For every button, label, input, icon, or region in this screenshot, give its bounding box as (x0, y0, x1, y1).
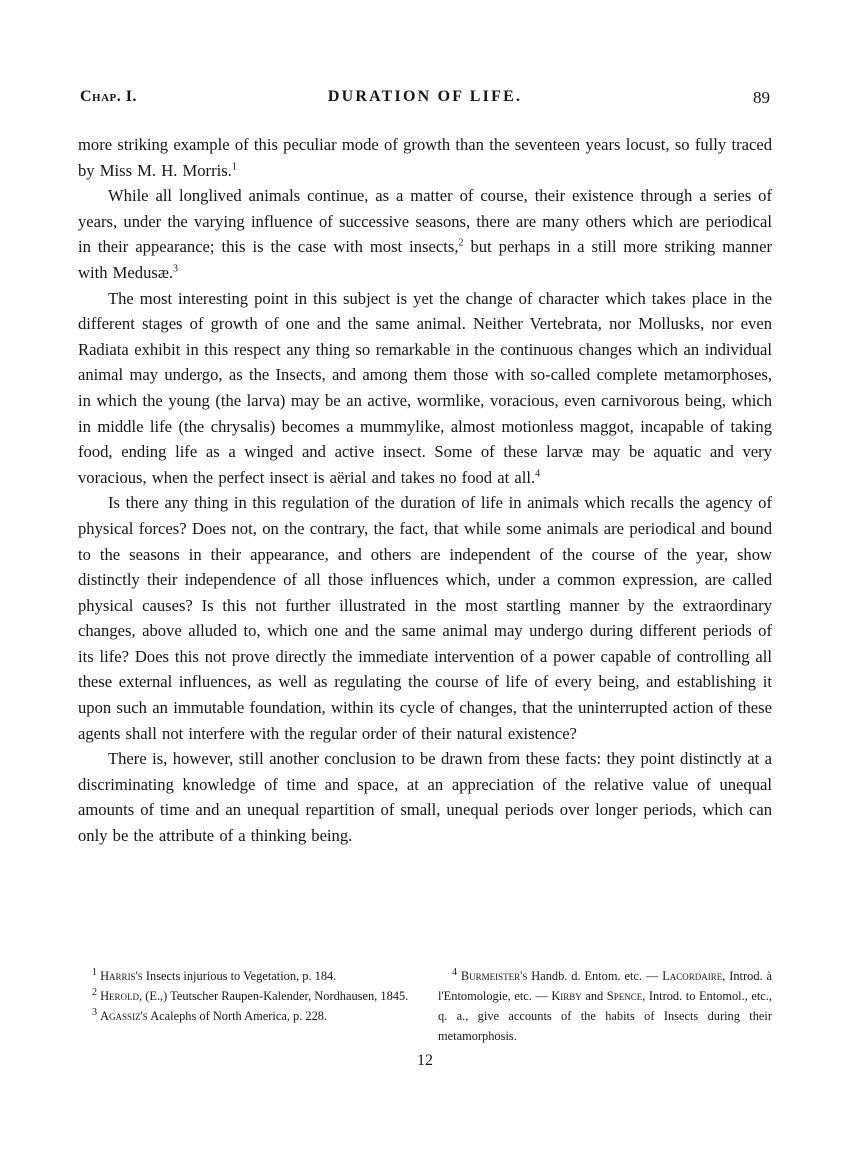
signature-mark: 12 (417, 1052, 433, 1069)
footnote-marker: 4 (452, 966, 457, 978)
chapter-label: Chap. I. (80, 88, 138, 105)
footnote-marker: 3 (92, 1006, 97, 1018)
author-name: Herold, (100, 989, 143, 1003)
author-name: Kirby (551, 989, 582, 1003)
footnote-marker: 1 (92, 966, 97, 978)
running-title: DURATION OF LIFE. (327, 88, 523, 105)
paragraph: There is, however, still another conclusion to be drawn from these facts: they point distinctly at a discriminating knowledge of time and space, at an appreciation of the relative value of unequal amounts of time and an unequal repartition of small, unequal periods over longer periods, which can only be the attribute of a thinking being. (78, 749, 772, 846)
footnote-marker: 4 (535, 468, 541, 480)
footnotes-right-column (438, 966, 772, 1046)
author-name: Spence, (606, 989, 646, 1003)
footnote-2: $^2$ Herold, (E.,) Teutscher Raupen-Kalender, Nordhausen, 1845. (92, 986, 409, 1003)
running-head (78, 88, 772, 112)
author-name: Lacordaire, (662, 969, 726, 983)
paragraph: Is there any thing in this regulation of the duration of life in animals which recalls the agency of physical forces? Does not, on the contrary, the fact, that while some animals are periodical and bound to the seasons in their appearance, and others are independent of the course of the year, show distinctly their independence of all those influences which, under a common expression, are called physical causes? Is this not further illustrated in the most startling manner by the extraordinary changes, above alluded to, which one and the same animal may undergo during different periods of its life? Does this not prove directly the immediate intervention of a power capable of controlling all these external influences, as well as regulating the course of life of every being, and establishing it upon such an immutable foundation, within its cycle of changes, that the uninterrupted action of these agents shall not interfere with the regular order of their natural existence? (78, 493, 772, 743)
page-number: 89 (753, 88, 770, 107)
paragraph: more striking example of this peculiar mode of growth than the seventeen years locust, so fully traced by Miss M. H. Morris.$^1$ (78, 135, 772, 180)
footnote-1: $^1$ Harris's Insects injurious to Vegetation, p. 184. (92, 966, 337, 983)
footnote-marker: 1 (231, 161, 237, 173)
body-text (78, 132, 772, 849)
footnote-4: $^4$ Burmeister's Handb. d. Entom. etc. — Lacordaire, Introd. à l'Entomologie, etc. — Kirby and Spence, Introd. to Entomol., etc., q. a., give accounts of the habits of Insects during their metamorphosis. (438, 966, 772, 1043)
author-name: Harris's (100, 969, 143, 983)
footnotes-left-column (78, 966, 422, 1026)
footnote-marker: 2 (92, 986, 97, 998)
paragraph: While all longlived animals continue, as a matter of course, their existence through a series of years, under the varying influence of successive seasons, there are many others which are periodical in their appearance; this is the case with most insects,$^2$ but perhaps in a still more striking manner with Medusæ.$^3$ (78, 186, 772, 282)
footnote-marker: 3 (173, 263, 179, 275)
author-name: Burmeister's (460, 969, 528, 983)
paragraph: The most interesting point in this subject is yet the change of character which takes place in the different stages of growth of one and the same animal. Neither Vertebrata, nor Mollusks, nor even Radiata exhibit in this respect any thing so remarkable in the continuous changes which an individual animal may undergo, as the Insects, and among them those with so-called complete metamorphoses, in which the young (the larva) may be an active, wormlike, voracious, even carnivorous being, which in middle life (the chrysalis) becomes a mummylike, almost motionless maggot, incapable of taking food, ending life as a winged and active insect. Some of these larvæ may be aquatic and very voracious, when the perfect insect is aërial and takes no food at all.$^4$ (78, 288, 772, 487)
author-name: Agassiz's (100, 1009, 148, 1023)
footnote-3: $^3$ Agassiz's Acalephs of North America, p. 228. (92, 1006, 328, 1023)
footnote-marker: 2 (458, 237, 464, 249)
